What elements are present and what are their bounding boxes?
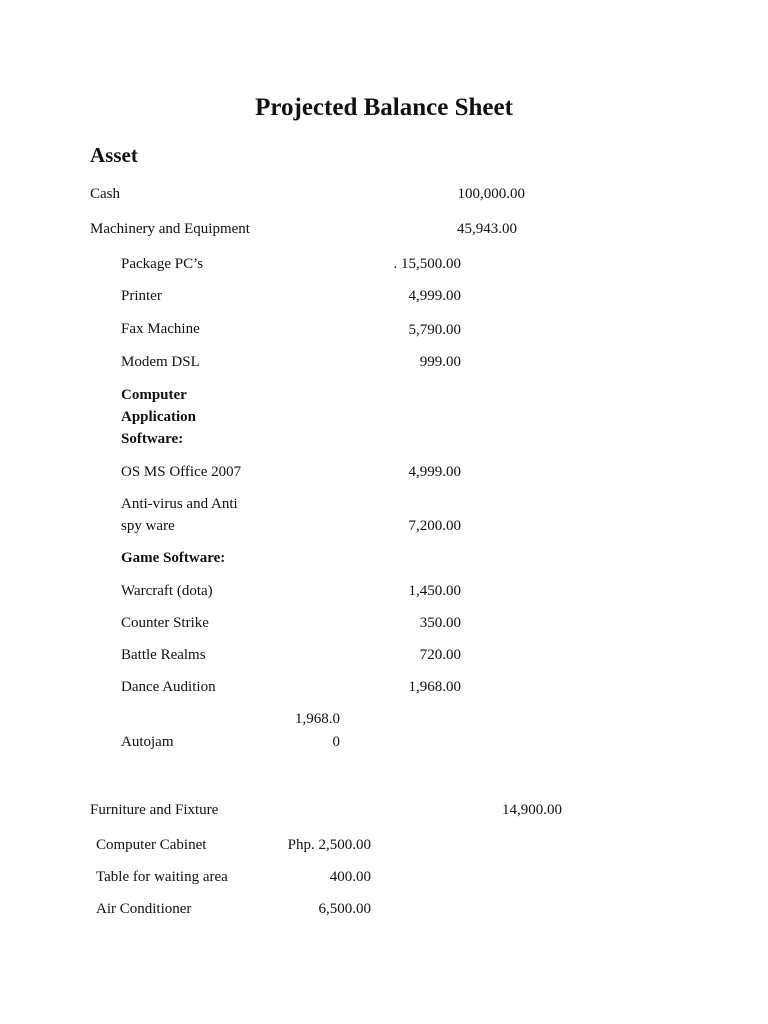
item-package-pcs-label: Package PC’s [121,256,204,272]
furniture-label: Furniture and Fixture [90,802,219,818]
item-printer-value: 4,999.00 [408,288,461,304]
item-antivirus-label-line-2: spy ware [121,518,175,534]
item-counter-strike-value: 350.00 [419,615,461,631]
furniture-value: 14,900.00 [502,802,562,818]
item-warcraft-value: 1,450.00 [408,583,461,599]
item-antivirus-label-line-1: Anti-virus and Anti [121,496,238,512]
software-heading-line-3: Software: [121,431,184,447]
item-autojam-value-line-2: 0 [332,734,340,750]
item-package-pcs-value: . 15,500.00 [393,256,461,272]
item-battle-realms-label: Battle Realms [121,647,206,663]
item-waiting-table-value: 400.00 [329,869,371,885]
item-battle-realms-value: 720.00 [419,647,461,663]
item-counter-strike-label: Counter Strike [121,615,209,631]
item-modem-dsl-value: 999.00 [419,354,461,370]
item-dance-audition-label: Dance Audition [121,679,216,695]
section-heading-asset: Asset [90,143,138,167]
cash-label: Cash [90,186,120,202]
item-dance-audition-value: 1,968.00 [408,679,461,695]
machinery-label: Machinery and Equipment [90,221,250,237]
item-air-conditioner-value: 6,500.00 [318,901,371,917]
item-modem-dsl-label: Modem DSL [121,354,200,370]
software-heading-line-1: Computer [121,387,187,403]
item-printer-label: Printer [121,288,162,304]
item-os-ms-office-value: 4,999.00 [408,464,461,480]
item-warcraft-label: Warcraft (dota) [121,583,213,599]
item-computer-cabinet-value: Php. 2,500.00 [287,837,371,853]
item-autojam-value-line-1: 1,968.0 [295,711,340,727]
cash-value: 100,000.00 [457,186,525,202]
item-waiting-table-label: Table for waiting area [96,869,228,885]
item-os-ms-office-label: OS MS Office 2007 [121,464,242,480]
item-fax-machine-label: Fax Machine [121,321,200,337]
page-title: Projected Balance Sheet [255,94,513,121]
item-air-conditioner-label: Air Conditioner [96,901,192,917]
machinery-value: 45,943.00 [457,221,517,237]
item-autojam-label: Autojam [121,734,174,750]
game-software-heading: Game Software: [121,550,226,566]
software-heading-line-2: Application [121,409,197,425]
item-fax-machine-value: 5,790.00 [408,322,461,338]
item-antivirus-value: 7,200.00 [408,518,461,534]
item-computer-cabinet-label: Computer Cabinet [96,837,207,853]
